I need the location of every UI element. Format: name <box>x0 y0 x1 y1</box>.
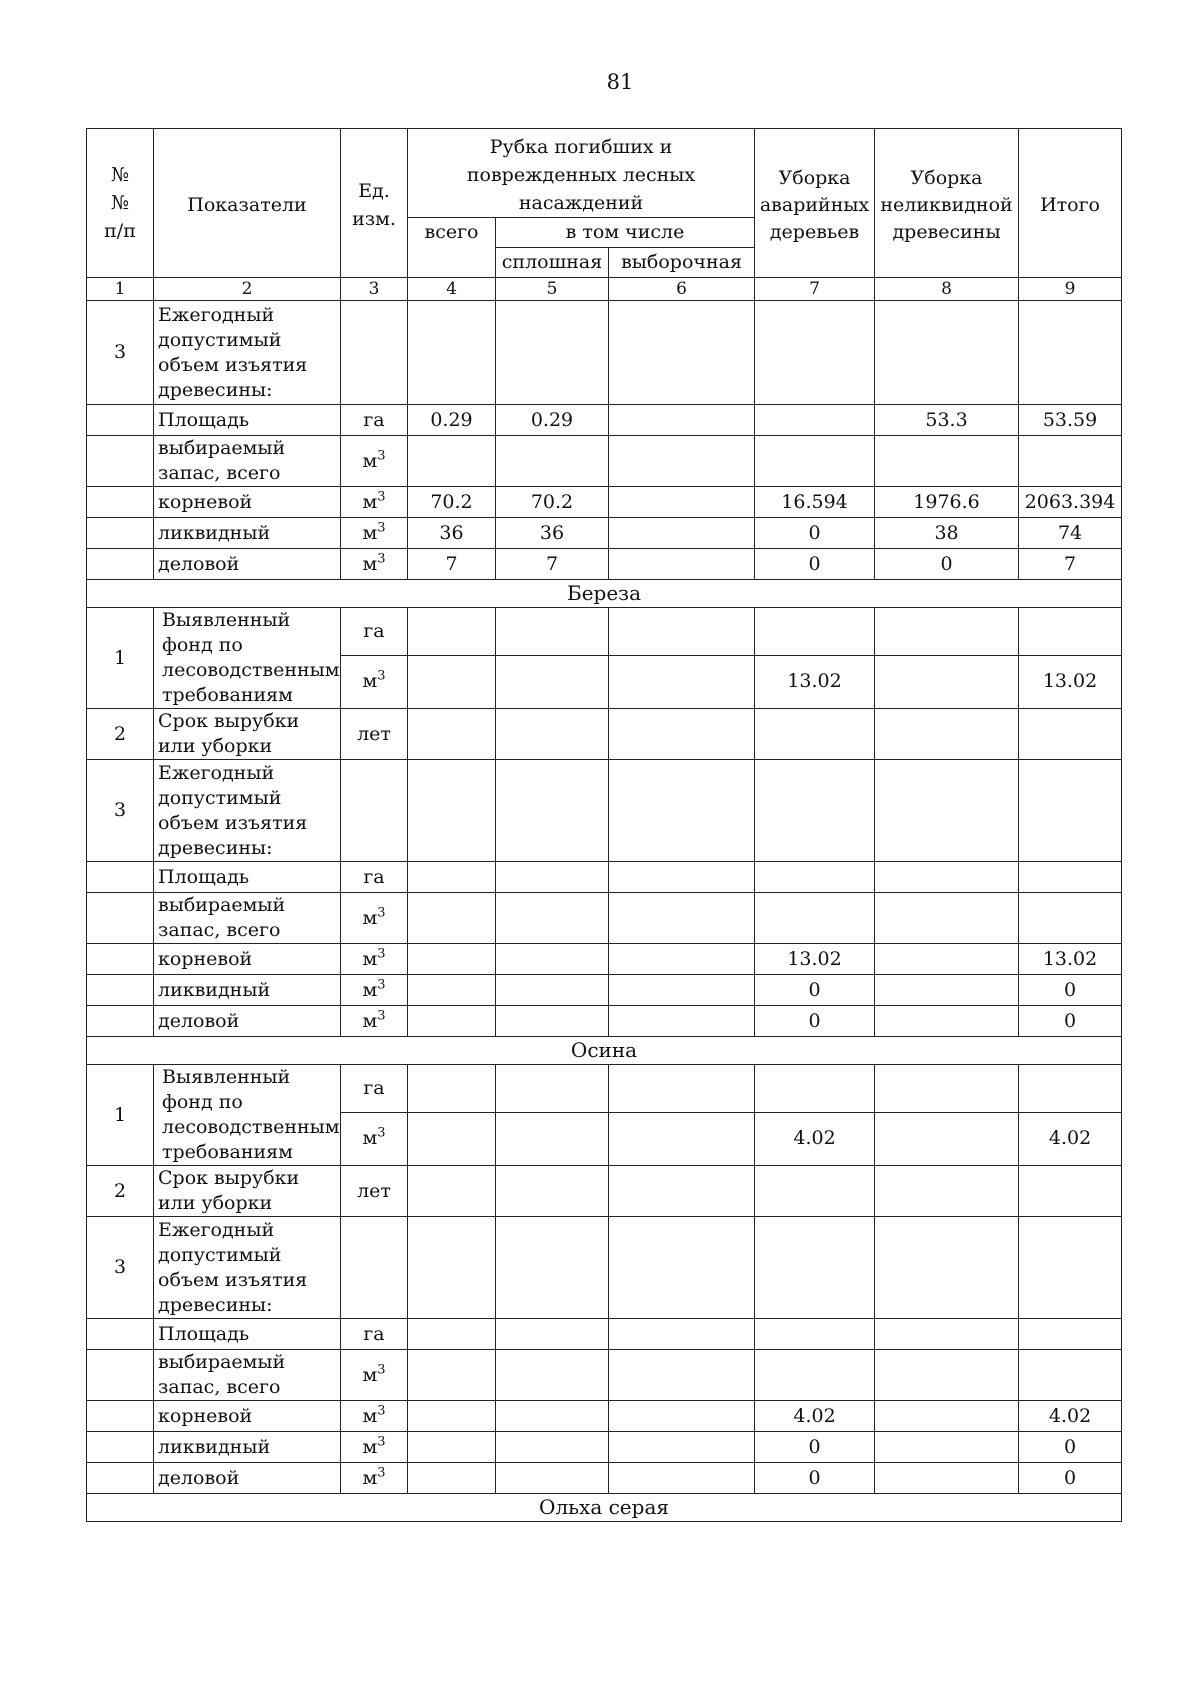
value-cell <box>609 487 755 518</box>
header-num: № № п/п <box>87 129 154 278</box>
row-label: деловой <box>154 549 341 580</box>
table-row <box>87 893 1122 944</box>
table-row <box>87 1319 1122 1350</box>
row-label: ликвидный <box>154 1432 341 1463</box>
value-cell: 0 <box>755 518 875 549</box>
table-row <box>87 1401 1122 1432</box>
col-num: 6 <box>609 278 755 301</box>
unit-cell: $м^3$ <box>341 1432 408 1463</box>
table-row <box>87 760 1122 862</box>
value-cell: 0 <box>1019 975 1122 1006</box>
header-selective: выборочная <box>609 248 755 278</box>
row-label: выбираемый запас, всего <box>154 1350 341 1401</box>
unit-cell: $м^3$ <box>341 1006 408 1037</box>
unit-cell: $м^3$ <box>341 893 408 944</box>
unit-cell: $м^3$ <box>341 1463 408 1494</box>
table-row <box>87 709 1122 760</box>
table-row <box>87 301 1122 405</box>
table-row <box>87 405 1122 436</box>
table-row <box>87 436 1122 487</box>
table-row <box>87 549 1122 580</box>
header-unit: Ед. изм. <box>341 129 408 278</box>
value-cell <box>609 518 755 549</box>
unit-cell: $м^3$ <box>341 436 408 487</box>
value-cell: 0 <box>1019 1432 1122 1463</box>
value-cell: 13.02 <box>755 655 875 708</box>
unit-cell: $м^3$ <box>341 975 408 1006</box>
header-emergency: Уборка аварийных деревьев <box>755 129 875 278</box>
value-cell: 4.02 <box>1019 1401 1122 1432</box>
value-cell: 7 <box>496 549 609 580</box>
value-cell: 13.02 <box>1019 655 1122 708</box>
unit-cell: га <box>341 405 408 436</box>
table-row <box>87 1166 1122 1217</box>
table-row <box>87 1006 1122 1037</box>
row-label: деловой <box>154 1463 341 1494</box>
row-label: Площадь <box>154 405 341 436</box>
section-title: Ольха серая <box>87 1494 1122 1522</box>
unit-cell: $м^3$ <box>341 655 408 708</box>
row-label: Площадь <box>154 862 341 893</box>
row-number: 2 <box>87 1166 154 1217</box>
value-cell: 0 <box>755 1463 875 1494</box>
unit-cell: $м^3$ <box>341 487 408 518</box>
value-cell <box>609 549 755 580</box>
unit-cell: лет <box>341 709 408 760</box>
value-cell: 74 <box>1019 518 1122 549</box>
header-felling: Рубка погибших и поврежденных лесных насаждений <box>408 129 755 218</box>
row-label: Ежегодный допустимый объем изъятия древесины: <box>154 1217 341 1319</box>
value-cell: 4.02 <box>1019 1112 1122 1165</box>
unit-cell: га <box>341 862 408 893</box>
section-row <box>87 1037 1122 1065</box>
row-number: 3 <box>87 760 154 862</box>
value-cell: 70.2 <box>408 487 496 518</box>
value-cell: 16.594 <box>755 487 875 518</box>
header-indicators: Показатели <box>154 129 341 278</box>
row-number: 1 <box>87 608 154 709</box>
col-num: 8 <box>875 278 1019 301</box>
table-row <box>87 518 1122 549</box>
table-row <box>87 487 1122 518</box>
row-label: Площадь <box>154 1319 341 1350</box>
table-row <box>87 1217 1122 1319</box>
row-label: Ежегодный допустимый объем изъятия древесины: <box>154 760 341 862</box>
value-cell: 38 <box>875 518 1019 549</box>
unit-cell: $м^3$ <box>341 1401 408 1432</box>
col-num: 7 <box>755 278 875 301</box>
value-cell: 0 <box>875 549 1019 580</box>
table-row <box>87 944 1122 975</box>
value-cell: 36 <box>496 518 609 549</box>
header-row-1 <box>87 129 1122 218</box>
unit-cell: га <box>341 1319 408 1350</box>
col-num: 5 <box>496 278 609 301</box>
value-cell: 2063.394 <box>1019 487 1122 518</box>
value-cell: 0 <box>755 1432 875 1463</box>
value-cell: 0.29 <box>496 405 609 436</box>
unit-cell: га <box>341 1065 408 1113</box>
col-num: 3 <box>341 278 408 301</box>
value-cell: 53.59 <box>1019 405 1122 436</box>
row-number: 3 <box>87 1217 154 1319</box>
value-cell: 4.02 <box>755 1112 875 1165</box>
table-row <box>87 1432 1122 1463</box>
table-row <box>87 1350 1122 1401</box>
value-cell: 7 <box>1019 549 1122 580</box>
row-label: выбираемый запас, всего <box>154 436 341 487</box>
unit-cell: $м^3$ <box>341 549 408 580</box>
row-number: 3 <box>87 301 154 405</box>
unit-cell: $м^3$ <box>341 1112 408 1165</box>
row-label: выбираемый запас, всего <box>154 893 341 944</box>
unit-cell: $м^3$ <box>341 944 408 975</box>
value-cell <box>755 405 875 436</box>
header-total: Итого <box>1019 129 1122 278</box>
row-label: Ежегодный допустимый объем изъятия древесины: <box>154 301 341 405</box>
value-cell <box>609 405 755 436</box>
unit-cell: $м^3$ <box>341 518 408 549</box>
unit-cell: га <box>341 608 408 656</box>
row-number: 2 <box>87 709 154 760</box>
value-cell: 0 <box>1019 1006 1122 1037</box>
table-row <box>87 608 1122 656</box>
row-label: Выявленный фонд по лесоводственным требованиям <box>154 608 341 709</box>
header-clear: сплошная <box>496 248 609 278</box>
value-cell: 0.29 <box>408 405 496 436</box>
row-label: Выявленный фонд по лесоводственным требованиям <box>154 1065 341 1166</box>
value-cell: 0 <box>1019 1463 1122 1494</box>
header-incl: в том числе <box>496 218 755 248</box>
value-cell: 70.2 <box>496 487 609 518</box>
row-number: 1 <box>87 1065 154 1166</box>
row-label: Срок вырубки или уборки <box>154 1166 341 1217</box>
value-cell: 4.02 <box>755 1401 875 1432</box>
row-label: корневой <box>154 944 341 975</box>
value-cell: 0 <box>755 975 875 1006</box>
forest-table <box>86 128 1122 1522</box>
row-label: деловой <box>154 1006 341 1037</box>
col-num: 2 <box>154 278 341 301</box>
value-cell: 53.3 <box>875 405 1019 436</box>
row-label: ликвидный <box>154 518 341 549</box>
value-cell: 0 <box>755 1006 875 1037</box>
row-label: корневой <box>154 487 341 518</box>
row-label: Срок вырубки или уборки <box>154 709 341 760</box>
row-label: ликвидный <box>154 975 341 1006</box>
col-num: 9 <box>1019 278 1122 301</box>
section-title: Осина <box>87 1037 1122 1065</box>
table-row <box>87 862 1122 893</box>
table-row <box>87 1065 1122 1113</box>
value-cell: 13.02 <box>1019 944 1122 975</box>
value-cell: 13.02 <box>755 944 875 975</box>
value-cell: 1976.6 <box>875 487 1019 518</box>
unit-cell: $м^3$ <box>341 1350 408 1401</box>
page-number: 81 <box>606 70 634 94</box>
header-illiquid: Уборка неликвидной древесины <box>875 129 1019 278</box>
value-cell: 36 <box>408 518 496 549</box>
section-row <box>87 580 1122 608</box>
col-num: 1 <box>87 278 154 301</box>
col-num: 4 <box>408 278 496 301</box>
value-cell: 7 <box>408 549 496 580</box>
table-row <box>87 1463 1122 1494</box>
unit-cell: лет <box>341 1166 408 1217</box>
header-total-sub: всего <box>408 218 496 278</box>
table-row <box>87 975 1122 1006</box>
row-label: корневой <box>154 1401 341 1432</box>
section-title: Береза <box>87 580 1122 608</box>
column-numbers-row <box>87 278 1122 301</box>
section-row <box>87 1494 1122 1522</box>
value-cell: 0 <box>755 549 875 580</box>
